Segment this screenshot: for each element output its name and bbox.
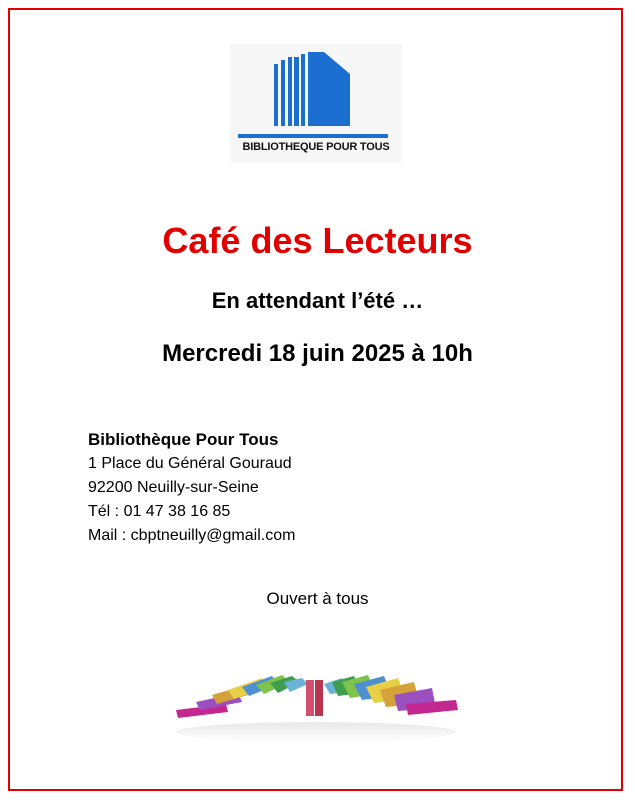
logo-text: BIBLIOTHEQUE POUR TOUS [242, 141, 390, 153]
open-to-all-note: Ouvert à tous [266, 589, 369, 608]
event-date: Mercredi 18 juin 2025 à 10h [162, 340, 473, 367]
street-address: 1 Place du Général Gouraud [88, 455, 292, 472]
event-title: Café des Lecteurs [162, 220, 473, 261]
library-name: Bibliothèque Pour Tous [88, 430, 279, 449]
city-address: 92200 Neuilly-sur-Seine [88, 479, 259, 496]
event-subtitle: En attendant l’été … [211, 288, 424, 313]
address-block [88, 428, 295, 548]
phone-number: Tél : 01 47 38 16 85 [88, 503, 231, 520]
books-fan-image [166, 660, 466, 760]
library-logo [230, 44, 402, 162]
email-address[interactable]: Mail : cbptneuilly@gmail.com [88, 527, 296, 544]
